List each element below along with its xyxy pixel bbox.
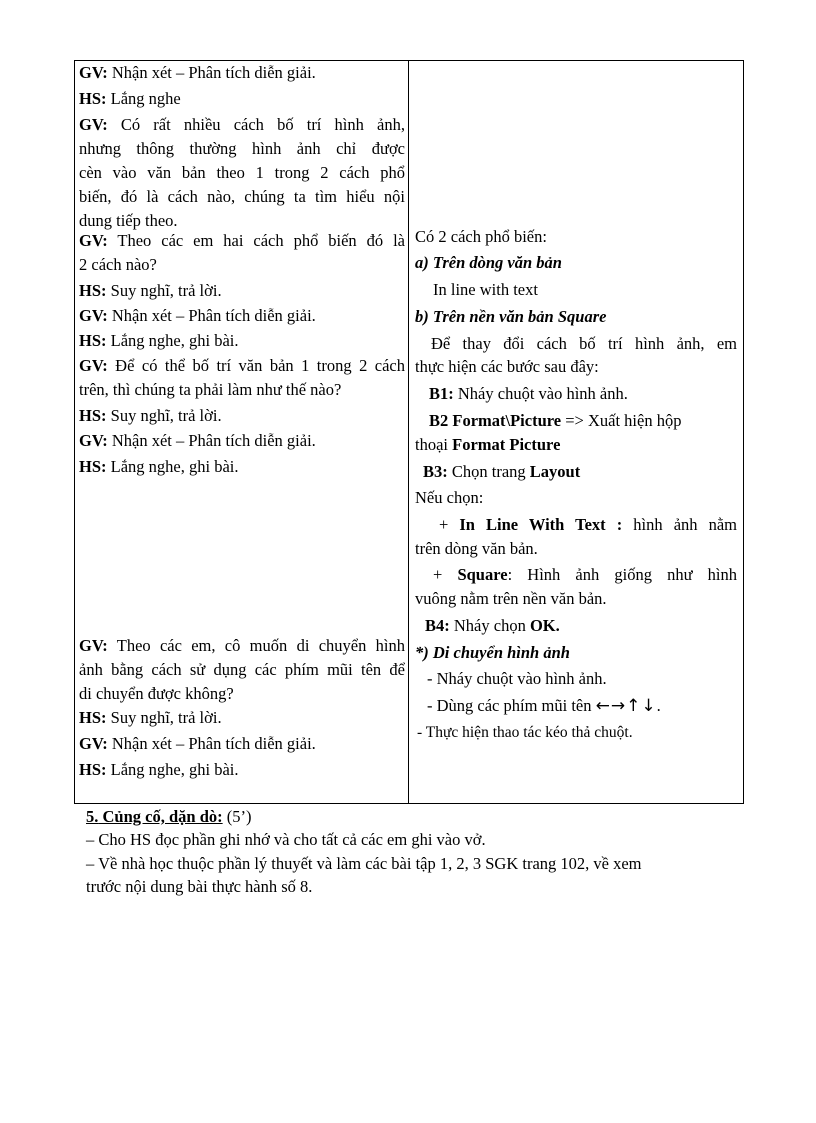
right-line: trên dòng văn bản. — [415, 539, 538, 558]
right-line: - Dùng các phím mũi tên ←→↑↓. — [427, 696, 661, 716]
left-line: HS: Lắng nghe — [79, 89, 181, 108]
left-line: HS: Suy nghĩ, trả lời. — [79, 406, 222, 425]
lesson-table — [74, 60, 744, 804]
right-line: Có 2 cách phổ biến: — [415, 227, 547, 246]
right-line: B2 Format\Picture => Xuất hiện hộp — [429, 411, 682, 430]
left-line: GV: Nhận xét – Phân tích diễn giải. — [79, 63, 316, 82]
left-line: HS: Lắng nghe, ghi bài. — [79, 457, 239, 476]
left-line: HS: Suy nghĩ, trả lời. — [79, 281, 222, 300]
right-line: + In Line With Text : hình ảnh nằm — [439, 515, 737, 534]
right-heading: b) Trên nền văn bản Square — [415, 307, 607, 326]
left-line: trên, thì chúng ta phải làm như thế nào? — [79, 380, 342, 399]
left-line: GV: Theo các em hai cách phổ biến đó là — [79, 231, 405, 250]
left-line: GV: Nhận xét – Phân tích diễn giải. — [79, 306, 316, 325]
left-line: di chuyển được không? — [79, 684, 234, 703]
right-line: B3: Chọn trang Layout — [423, 462, 581, 481]
left-line: GV: Nhận xét – Phân tích diễn giải. — [79, 734, 316, 753]
footer-line: trước nội dung bài thực hành số 8. — [86, 877, 313, 896]
left-line: HS: Suy nghĩ, trả lời. — [79, 708, 222, 727]
left-line: GV: Nhận xét – Phân tích diễn giải. — [79, 431, 316, 450]
left-line: ảnh bằng cách sử dụng các phím mũi tên để — [79, 660, 405, 679]
left-line: GV: Để có thể bố trí văn bản 1 trong 2 cách — [79, 356, 405, 375]
column-divider — [408, 61, 409, 803]
right-line: vuông nằm trên nền văn bản. — [415, 589, 607, 608]
left-line: 2 cách nào? — [79, 255, 157, 274]
left-line: HS: Lắng nghe, ghi bài. — [79, 760, 239, 779]
left-line: cèn vào văn bản theo 1 trong 2 cách phổ — [79, 163, 405, 182]
right-heading: a) Trên dòng văn bản — [415, 253, 562, 272]
arrow-keys-icon: ←→↑↓ — [595, 696, 657, 716]
left-line: GV: Có rất nhiều cách bố trí hình ảnh, — [79, 115, 405, 134]
right-line: Để thay đổi cách bố trí hình ảnh, em — [431, 334, 737, 353]
right-line: - Nháy chuột vào hình ảnh. — [427, 669, 607, 688]
footer-line: – Cho HS đọc phần ghi nhớ và cho tất cả các em ghi vào vở. — [86, 830, 486, 849]
left-line: biến, đó là cách nào, chúng ta tìm hiểu nội — [79, 187, 405, 206]
right-line: thực hiện các bước sau đây: — [415, 357, 599, 376]
right-line: In line with text — [433, 280, 538, 299]
right-line: B4: Nháy chọn OK. — [425, 616, 560, 635]
left-line: GV: Theo các em, cô muốn di chuyển hình — [79, 636, 405, 655]
right-line: B1: Nháy chuột vào hình ảnh. — [429, 384, 628, 403]
left-line: dung tiếp theo. — [79, 211, 178, 230]
left-line: nhưng thông thường hình ảnh chỉ được — [79, 139, 405, 158]
section-heading: 5. Củng cố, dặn dò: (5’) — [86, 807, 252, 826]
right-line: thoại Format Picture — [415, 435, 561, 454]
left-line: HS: Lắng nghe, ghi bài. — [79, 331, 239, 350]
right-line: Nếu chọn: — [415, 488, 484, 507]
right-line: + Square: Hình ảnh giống như hình — [433, 565, 737, 584]
right-line: - Thực hiện thao tác kéo thả chuột. — [417, 724, 633, 741]
right-heading: *) Di chuyển hình ảnh — [415, 643, 570, 662]
footer-line: – Về nhà học thuộc phần lý thuyết và làm các bài tập 1, 2, 3 SGK trang 102, về xem — [86, 854, 642, 873]
